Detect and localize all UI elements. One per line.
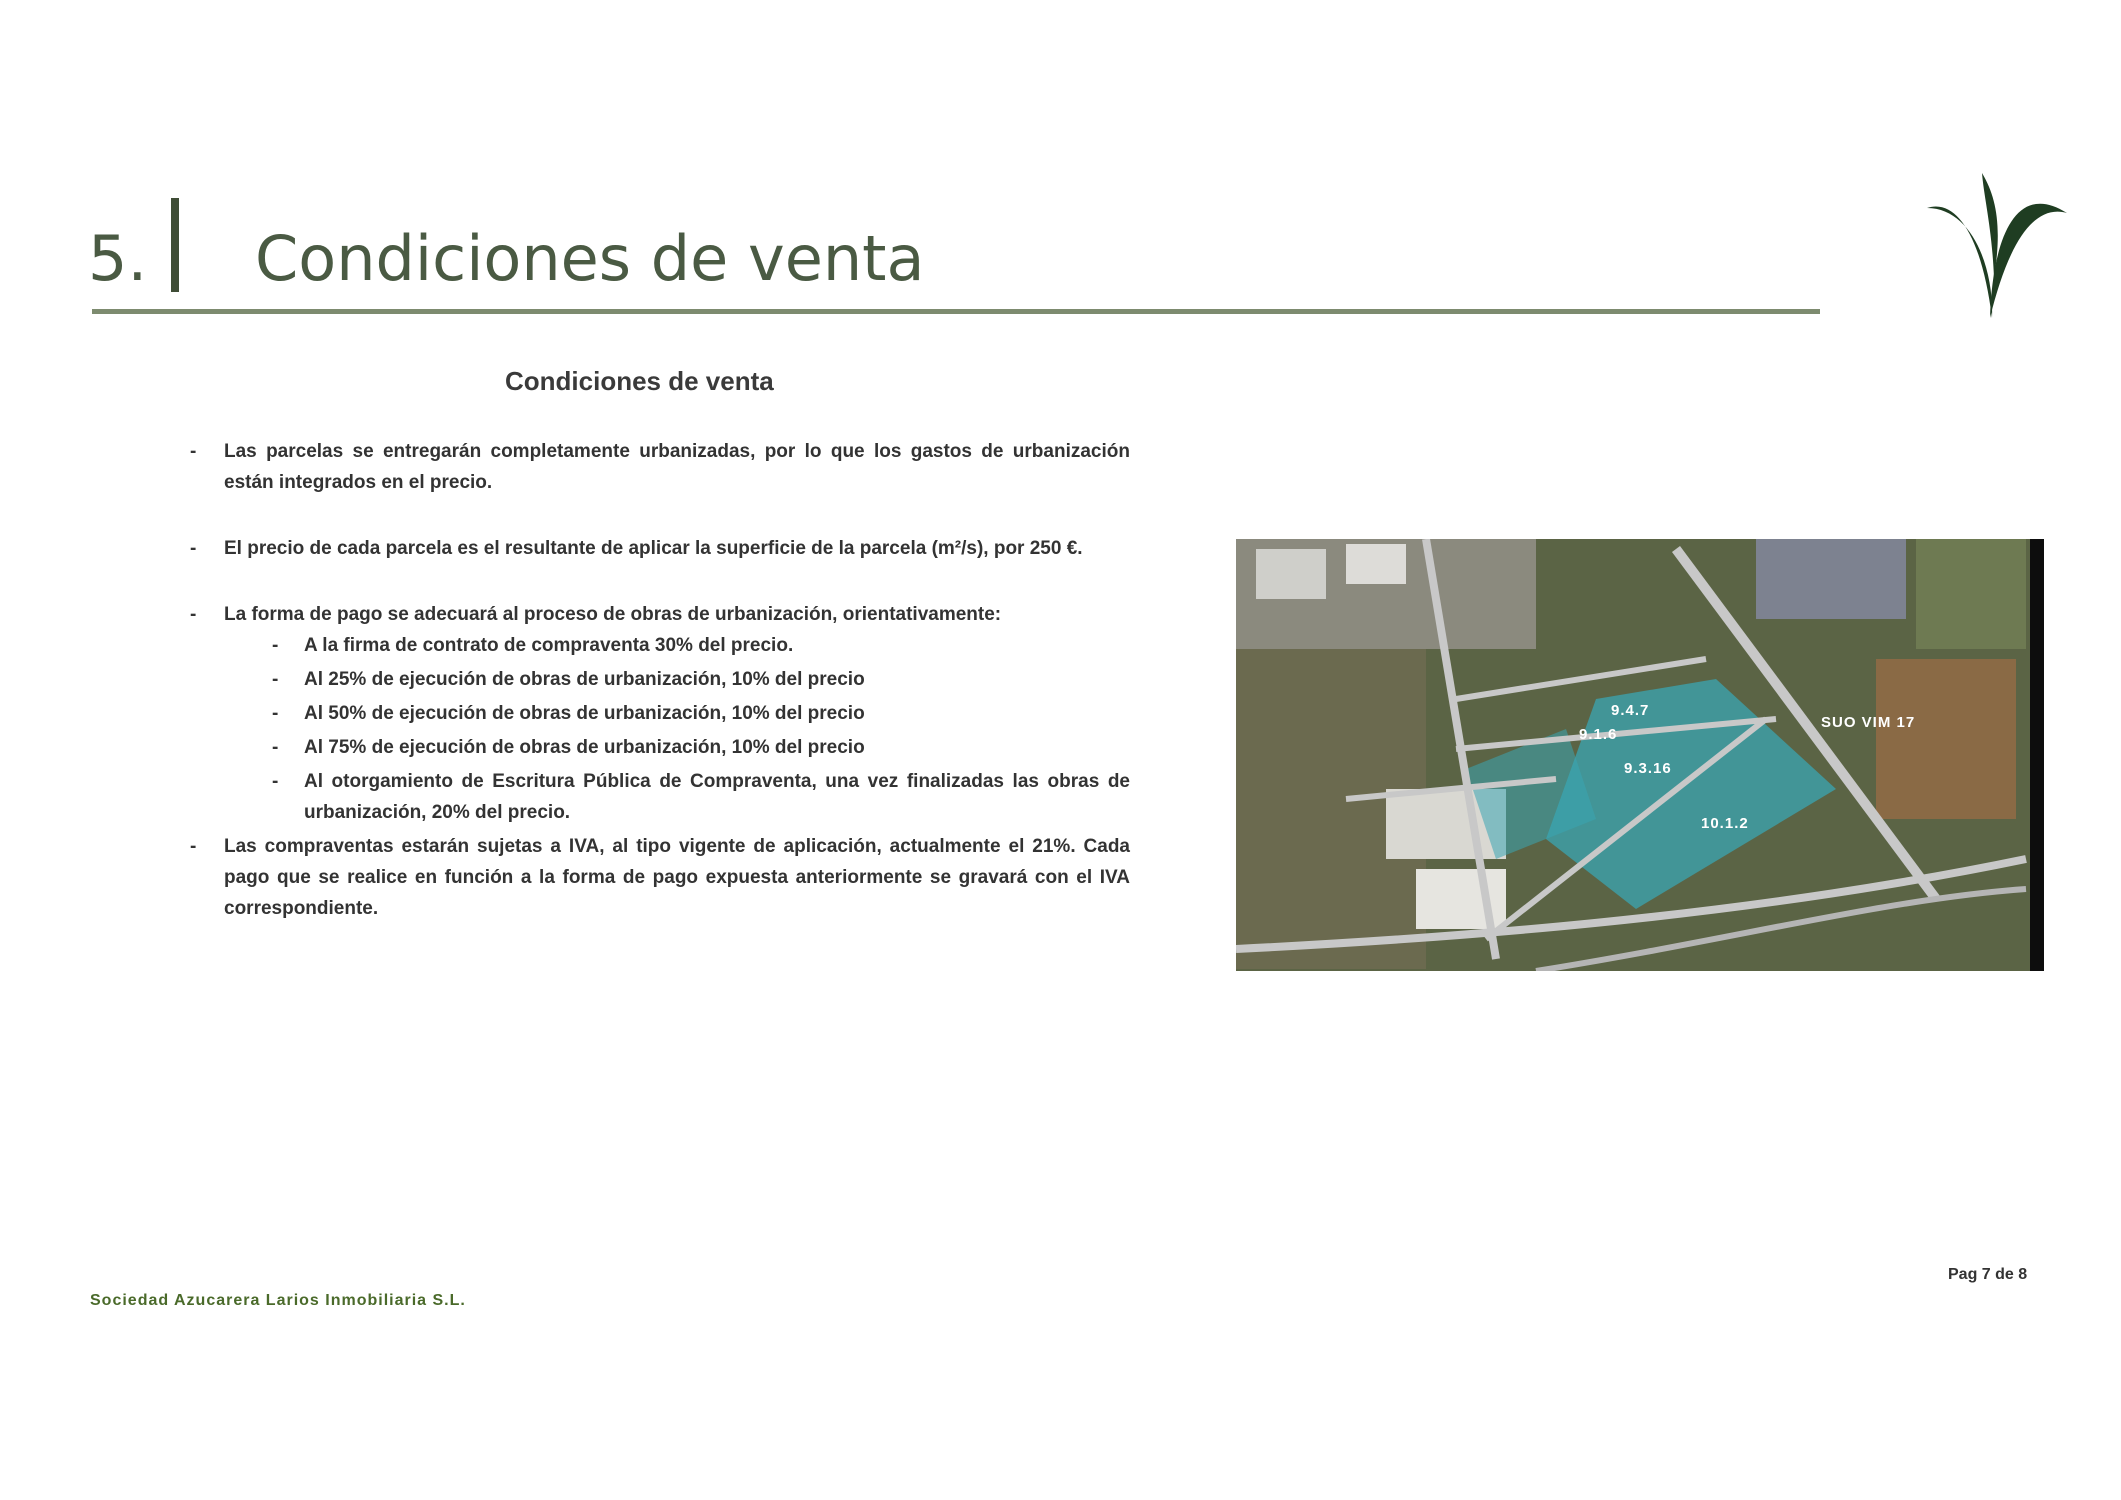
- parcel-label: 10.1.2: [1701, 815, 1749, 832]
- parcel-label: 9.3.16: [1624, 760, 1672, 777]
- section-number: 5.: [88, 222, 148, 295]
- payment-item: - A la firma de contrato de compraventa 30% del precio.: [190, 630, 1130, 661]
- aerial-map: [1236, 539, 2044, 971]
- parcel-label: 9.4.7: [1611, 702, 1650, 719]
- list-item: - Las parcelas se entregarán completamente urbanizadas, por lo que los gastos de urbanización están integrados en el precio.: [190, 436, 1130, 498]
- list-item: - Las compraventas estarán sujetas a IVA, al tipo vigente de aplicación, actualmente el 21%. Cada pago que se realice en función a la forma de pago expuesta anteriormente se gravará con el IVA correspondiente.: [190, 831, 1130, 924]
- payment-item: - Al 25% de ejecución de obras de urbanización, 10% del precio: [190, 664, 1130, 695]
- footer-company: Sociedad Azucarera Larios Inmobiliaria S.L.: [90, 1292, 466, 1309]
- list-item-text: La forma de pago se adecuará al proceso de obras de urbanización, orientativamente:: [224, 604, 1002, 625]
- map-border: [2030, 539, 2044, 971]
- payment-item: - Al otorgamiento de Escritura Pública de Compraventa, una vez finalizadas las obras de urbanización, 20% del precio.: [190, 766, 1130, 828]
- page-number: Pag 7 de 8: [1948, 1266, 2028, 1283]
- payment-schedule: [190, 630, 1130, 828]
- section-title: Condiciones de venta: [505, 366, 774, 396]
- aerial-map-image: [1236, 539, 2044, 971]
- list-item: [190, 599, 1130, 630]
- list-item: - El precio de cada parcela es el resultante de aplicar la superficie de la parcela (m²/s), por 250 €.: [190, 533, 1130, 564]
- company-logo: [1922, 168, 2072, 323]
- page-title: Condiciones de venta: [255, 222, 925, 295]
- payment-item: - Al 75% de ejecución de obras de urbanización, 10% del precio: [190, 732, 1130, 763]
- zone-label: SUO VIM 17: [1821, 714, 1916, 731]
- parcel-label: 9.1.6: [1579, 726, 1618, 743]
- payment-item: - Al 50% de ejecución de obras de urbanización, 10% del precio: [190, 698, 1130, 729]
- header-divider: [171, 198, 179, 292]
- header-rule: [92, 309, 1820, 314]
- conditions-list: [190, 436, 1130, 959]
